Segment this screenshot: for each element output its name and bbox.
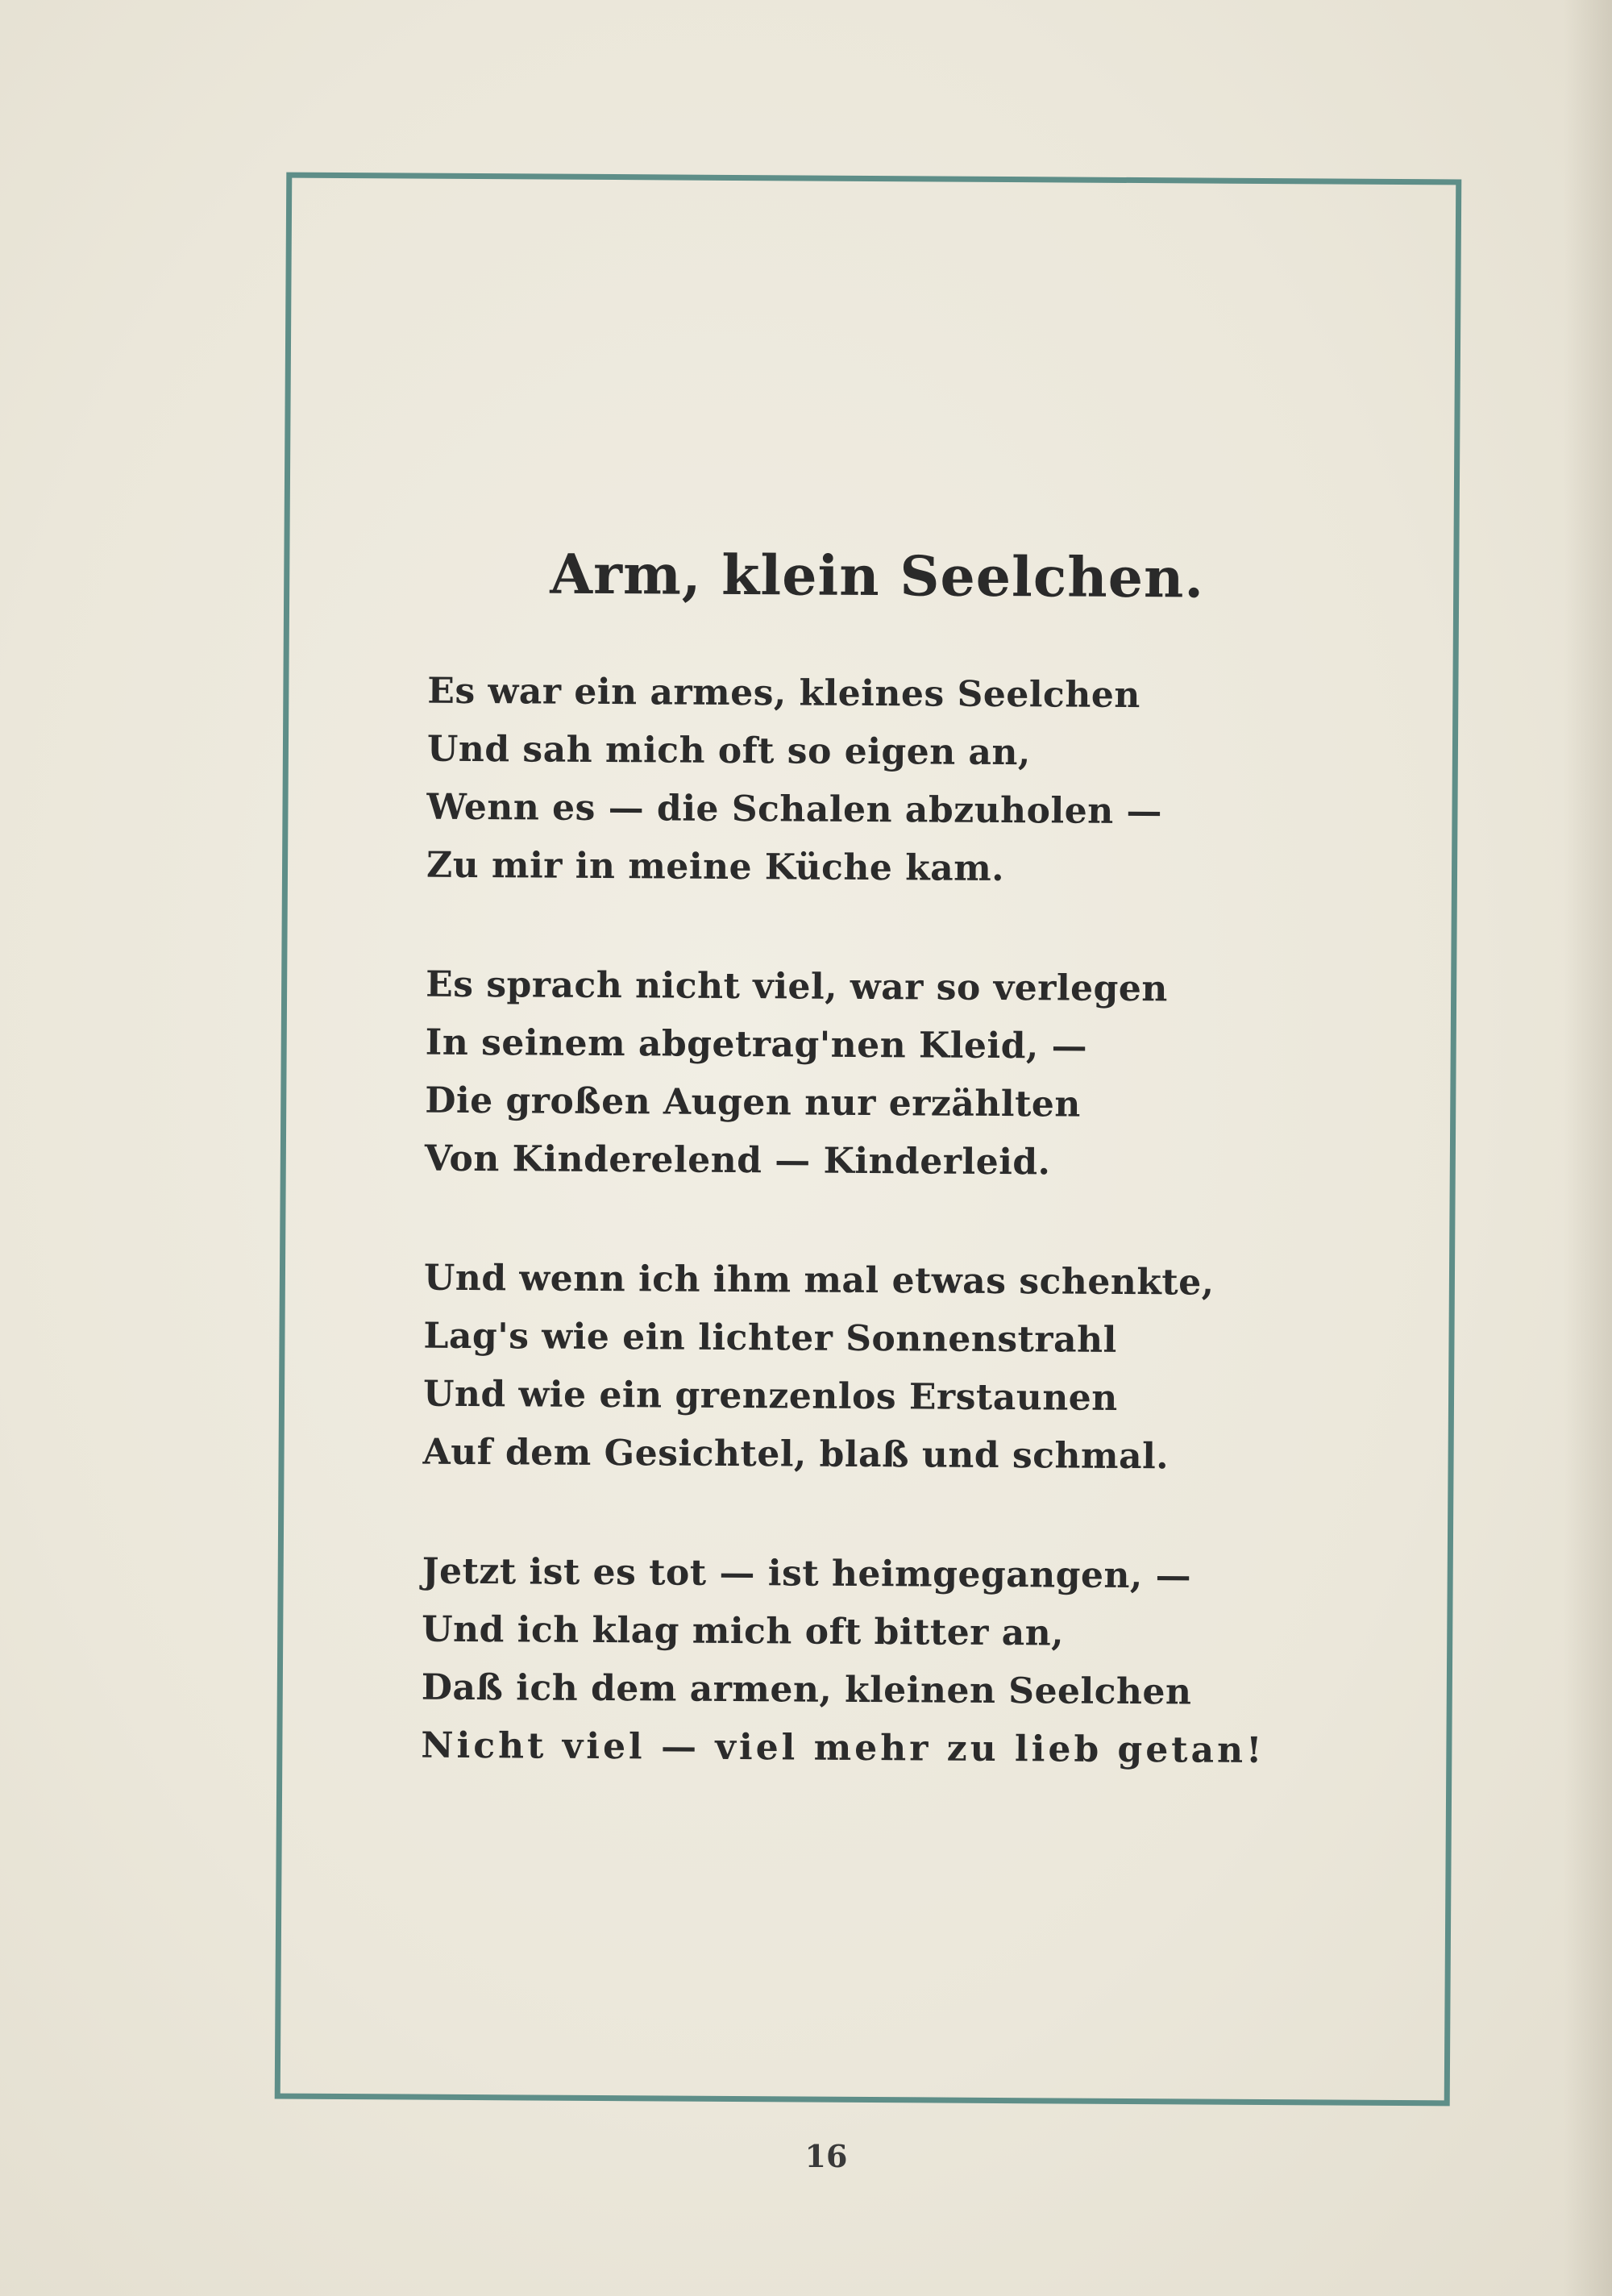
poem-line: Es war ein armes, kleines Seelchen — [427, 670, 1140, 717]
poem-line: Es sprach nicht viel, war so verlegen — [426, 963, 1169, 1010]
poem-line: Wenn es — die Schalen abzuholen — — [426, 786, 1163, 833]
stanza-4 — [421, 1543, 1390, 1781]
poem-title: Arm, klein Seelchen. — [550, 542, 1205, 611]
poem-line: Daß ich dem armen, kleinen Seelchen — [421, 1666, 1192, 1713]
poem-line: Nicht viel — viel mehr zu lieb getan! — [421, 1724, 1265, 1772]
poem-line: Jetzt ist es tot — ist heimgegangen, — — [422, 1550, 1192, 1597]
poem-line: Von Kinderelend — Kinderleid. — [424, 1138, 1051, 1183]
poem-line: Und wenn ich ihm mal etwas schenkte, — [423, 1257, 1215, 1304]
poem-line: In seinem abgetrag'nen Kleid, — — [425, 1021, 1088, 1067]
poem-line: Auf dem Gesichtel, blaß und schmal. — [422, 1431, 1170, 1478]
stanza-2 — [425, 956, 1394, 1194]
stanza-3 — [422, 1250, 1391, 1487]
poem-line: Und sah mich oft so eigen an, — [426, 728, 1031, 774]
poem-line: Lag's wie ein lichter Sonnenstrahl — [423, 1315, 1117, 1361]
poem-line: Zu mir in meine Küche kam. — [426, 844, 1005, 890]
poem-line: Und ich klag mich oft bitter an, — [422, 1608, 1065, 1654]
page-number: 16 — [804, 2138, 848, 2174]
page-edge-shadow — [1564, 0, 1612, 2296]
poem-line: Die großen Augen nur erzählten — [425, 1079, 1082, 1125]
poem-line: Und wie ein grenzenlos Erstaunen — [422, 1373, 1118, 1419]
stanza-1 — [426, 663, 1395, 901]
page-border-frame — [275, 173, 1462, 2107]
poem-body — [421, 663, 1395, 1842]
